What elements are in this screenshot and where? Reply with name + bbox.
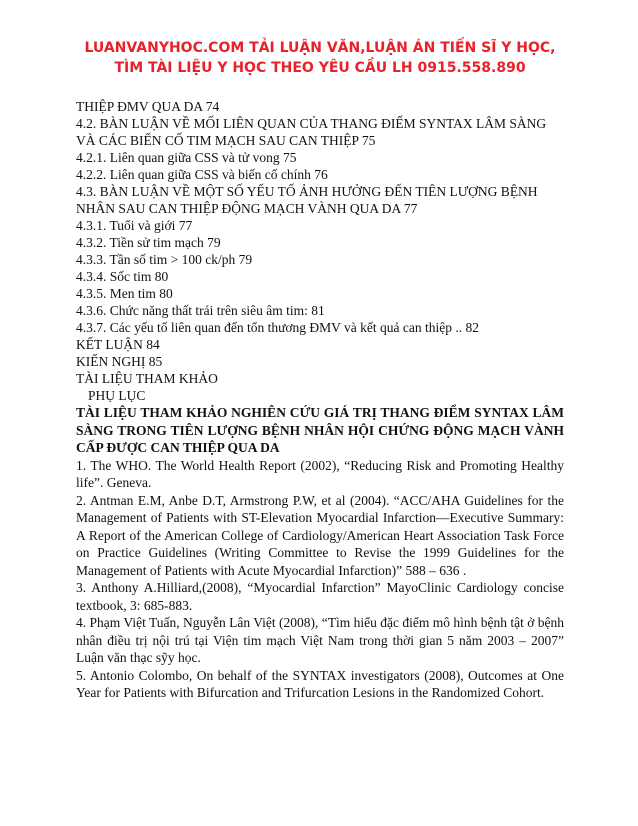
reference-item: 1. The WHO. The World Health Report (2002), “Reducing Risk and Promoting Healthy life”. Geneva. bbox=[76, 457, 564, 490]
toc-entry: 4.3.6. Chức năng thất trái trên siêu âm tim: 81 bbox=[76, 303, 325, 318]
site-banner bbox=[40, 38, 600, 78]
reference-item: 3. Anthony A.Hilliard,(2008), “Myocardial Infarction” MayoClinic Cardiology concise textbook, 3: 685-883. bbox=[76, 580, 564, 613]
toc-entry: 4.3.7. Các yếu tố liên quan đến tổn thương ĐMV và kết quả can thiệp .. 82 bbox=[76, 320, 480, 335]
toc-entry: 4.3. BÀN LUẬN VỀ MỘT SỐ YẾU TỐ ẢNH HƯỞNG ĐẾN TIÊN LƯỢNG BỆNH NHÂN SAU CAN THIỆP ĐỘNG MẠCH VÀNH QUA DA 77 bbox=[76, 184, 538, 216]
toc-entry: 4.3.1. Tuổi và giới 77 bbox=[76, 218, 193, 233]
toc-entry: KẾT LUẬN 84 bbox=[76, 337, 160, 352]
toc-entry: KIẾN NGHỊ 85 bbox=[76, 354, 163, 369]
toc-entry: PHỤ LỤC bbox=[88, 388, 146, 403]
toc-entry: 4.3.5. Men tim 80 bbox=[76, 286, 173, 301]
section-heading: TÀI LIỆU THAM KHẢO NGHIÊN CỨU GIÁ TRỊ THANG ĐIỂM SYNTAX LÂM SÀNG TRONG TIÊN LƯỢNG BỆNH NHÂN HỘI CHỨNG ĐỘNG MẠCH VÀNH CẤP ĐƯỢC CAN THIỆP QUA DA bbox=[76, 405, 564, 455]
banner-line-1: LUANVANYHOC.COM TẢI LUẬN VĂN,LUẬN ÁN TIẾN SĨ Y HỌC, bbox=[84, 40, 556, 56]
reference-item: 5. Antonio Colombo, On behalf of the SYNTAX investigators (2008), Outcomes at One Year for Patients with Bifurcation and Trifurcation Lesions in the Randomized Cohort. bbox=[76, 667, 564, 700]
reference-item: 2. Antman E.M, Anbe D.T, Armstrong P.W, et al (2004). “ACC/AHA Guidelines for the Management of Patients with ST-Elevation Myocardial Infarction—Executive Summary: A Report of the American College of Cardiology/American Heart Association Task Force on Practice Guidelines (Writing Committee to Revise the 1999 Guidelines for the Management of Patients with Acute Myocardial Infarction)” 588 – 636 . bbox=[76, 492, 564, 578]
table-of-contents bbox=[76, 98, 564, 404]
toc-entry: 4.2.1. Liên quan giữa CSS và tử vong 75 bbox=[76, 150, 297, 165]
document-body bbox=[76, 98, 564, 702]
toc-entry: TÀI LIỆU THAM KHẢO bbox=[76, 371, 218, 386]
reference-list bbox=[76, 457, 564, 702]
toc-entry: 4.2.2. Liên quan giữa CSS và biến cố chính 76 bbox=[76, 167, 328, 182]
toc-entry: THIỆP ĐMV QUA DA 74 bbox=[76, 99, 220, 114]
toc-entry: 4.3.4. Sốc tim 80 bbox=[76, 269, 169, 284]
reference-item: 4. Phạm Việt Tuấn, Nguyễn Lân Việt (2008), “Tìm hiểu đặc điểm mô hình bệnh tật ở bệnh nhân điều trị nội trú tại Viện tim mạch Việt Nam trong thời gian 5 năm 2003 – 2007” Luận văn thạc sỹy học. bbox=[76, 615, 564, 665]
toc-entry: 4.3.3. Tần số tim > 100 ck/ph 79 bbox=[76, 252, 253, 267]
toc-entry: 4.2. BÀN LUẬN VỀ MỐI LIÊN QUAN CỦA THANG ĐIỂM SYNTAX LÂM SÀNG VÀ CÁC BIẾN CỐ TIM MẠCH SAU CAN THIỆP 75 bbox=[76, 116, 547, 148]
toc-entry: 4.3.2. Tiền sử tim mạch 79 bbox=[76, 235, 221, 250]
banner-line-2: TÌM TÀI LIỆU Y HỌC THEO YÊU CẦU LH 0915.558.890 bbox=[114, 60, 526, 76]
